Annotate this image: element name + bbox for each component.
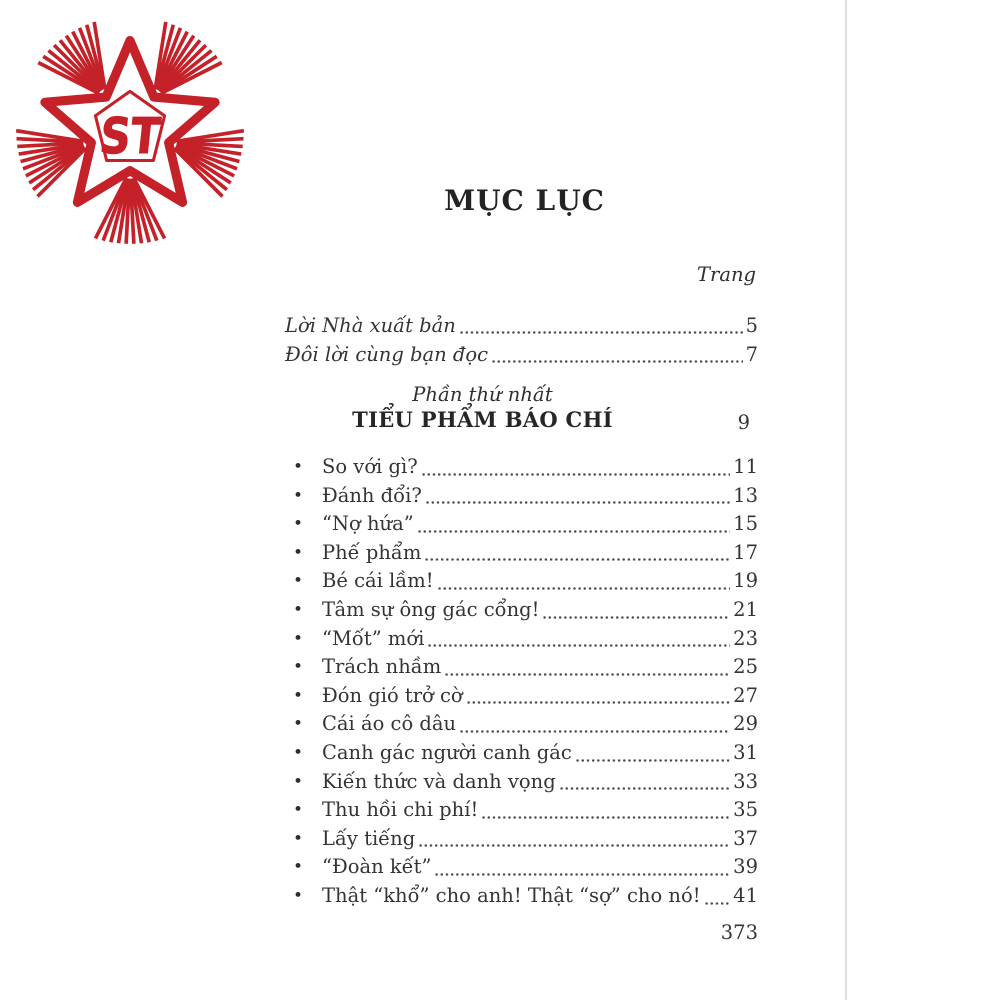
- logo-monogram: ST: [97, 107, 163, 165]
- toc-item: [285, 853, 758, 882]
- toc-item-page: 33: [733, 769, 758, 793]
- toc-item-page: 19: [733, 569, 758, 593]
- dotted-leader: [491, 360, 743, 363]
- toc-item-label: Đánh đổi?: [322, 483, 422, 507]
- toc-item-label: So với gì?: [322, 455, 418, 478]
- toc-item-list: [285, 453, 758, 911]
- bullet-icon: •: [293, 771, 304, 792]
- bullet-icon: •: [293, 571, 304, 592]
- toc-item-page: 41: [733, 883, 758, 907]
- dotted-leader: [459, 730, 730, 733]
- dotted-leader: [559, 787, 730, 790]
- toc-item-label: Lấy tiếng: [322, 826, 416, 850]
- bullet-icon: •: [293, 885, 304, 906]
- toc-item: [285, 567, 758, 596]
- toc-item-page: 23: [733, 626, 758, 650]
- book-page-number: 373: [720, 921, 758, 944]
- dotted-leader: [704, 902, 731, 905]
- dotted-leader: [421, 473, 731, 476]
- toc-item: [285, 539, 758, 568]
- dotted-leader: [444, 673, 730, 676]
- dotted-leader: [417, 530, 730, 533]
- toc-item-page: 11: [733, 455, 758, 478]
- bullet-icon: •: [293, 685, 304, 706]
- page-column-header: Trang: [697, 263, 756, 286]
- toc-item-label: Thu hồi chi phí!: [322, 798, 479, 822]
- dotted-leader: [434, 873, 730, 876]
- page-edge-line: [845, 0, 847, 1000]
- toc-item: [285, 625, 758, 654]
- bullet-icon: •: [293, 514, 304, 535]
- bullet-icon: •: [293, 457, 304, 477]
- front-matter-list: [285, 311, 758, 369]
- dotted-leader: [437, 587, 731, 590]
- part-heading: [285, 383, 758, 433]
- bullet-icon: •: [293, 542, 304, 563]
- bullet-icon: •: [293, 485, 304, 506]
- toc-item-page: 29: [733, 712, 758, 736]
- toc-item-label: Đón gió trở cờ: [322, 683, 463, 707]
- toc-entry-label: Đôi lời cùng bạn đọc: [285, 343, 489, 366]
- dotted-leader: [575, 759, 730, 762]
- toc-entry: [285, 311, 758, 340]
- bullet-icon: •: [293, 628, 304, 649]
- dotted-leader: [542, 616, 730, 619]
- toc-item: [285, 510, 758, 539]
- page-title: MỤC LỤC: [444, 184, 605, 217]
- toc-item: [285, 768, 758, 797]
- toc-entry: [285, 340, 758, 369]
- toc-item-label: Trách nhầm: [322, 655, 442, 679]
- toc-item: [285, 482, 758, 511]
- bullet-icon: •: [293, 857, 304, 878]
- toc-item: [285, 596, 758, 625]
- bullet-icon: •: [293, 800, 304, 821]
- toc-item-label: Phế phẩm: [322, 540, 422, 564]
- toc-item: [285, 653, 758, 682]
- toc-item-label: “Đoàn kết”: [322, 855, 432, 879]
- toc-item: [285, 882, 758, 911]
- part-page-number: 9: [737, 411, 750, 434]
- toc-item-page: 37: [733, 826, 758, 850]
- part-kicker: Phần thứ nhất: [412, 383, 553, 406]
- toc-item-label: Tâm sự ông gác cổng!: [322, 597, 540, 621]
- toc-item-page: 31: [733, 740, 758, 764]
- bullet-icon: •: [293, 599, 304, 620]
- bullet-icon: •: [293, 657, 304, 678]
- toc-item-page: 21: [733, 597, 758, 621]
- bullet-icon: •: [293, 742, 304, 763]
- toc-item-page: 15: [733, 512, 758, 536]
- toc-page: [285, 186, 758, 911]
- toc-item: [285, 453, 758, 482]
- toc-item-page: 13: [733, 483, 758, 507]
- toc-item-page: 27: [733, 683, 758, 707]
- toc-item-label: Bé cái lầm!: [322, 569, 434, 593]
- toc-item-label: Kiến thức và danh vọng: [322, 769, 556, 793]
- toc-item-label: Thật “khổ” cho anh! Thật “sợ” cho nó!: [322, 883, 701, 907]
- toc-item-page: 25: [733, 655, 758, 679]
- dotted-leader: [459, 331, 743, 334]
- toc-item-label: “Mốt” mới: [322, 626, 425, 650]
- toc-item-page: 35: [733, 798, 758, 822]
- dotted-leader: [427, 644, 730, 647]
- toc-item-label: Cái áo cô dâu: [322, 712, 457, 736]
- toc-item-page: 17: [733, 540, 758, 564]
- toc-item-label: “Nợ hứa”: [322, 512, 414, 536]
- toc-entry-page: 5: [745, 314, 758, 337]
- dotted-leader: [466, 701, 731, 704]
- toc-item: [285, 710, 758, 739]
- toc-entry-page: 7: [745, 343, 758, 366]
- st-star-logo: [8, 8, 252, 252]
- publisher-logo: [8, 8, 252, 252]
- toc-item: [285, 739, 758, 768]
- toc-item: [285, 825, 758, 854]
- toc-item: [285, 796, 758, 825]
- toc-item-page: 39: [733, 855, 758, 879]
- part-title: TIỂU PHẨM BÁO CHÍ: [352, 407, 613, 432]
- dotted-leader: [424, 558, 730, 561]
- dotted-leader: [425, 501, 730, 504]
- bullet-icon: •: [293, 828, 304, 849]
- dotted-leader: [481, 816, 730, 819]
- toc-item-label: Canh gác người canh gác: [322, 740, 572, 764]
- bullet-icon: •: [293, 714, 304, 735]
- toc-item: [285, 682, 758, 711]
- dotted-leader: [418, 844, 730, 847]
- toc-entry-label: Lời Nhà xuất bản: [285, 314, 456, 337]
